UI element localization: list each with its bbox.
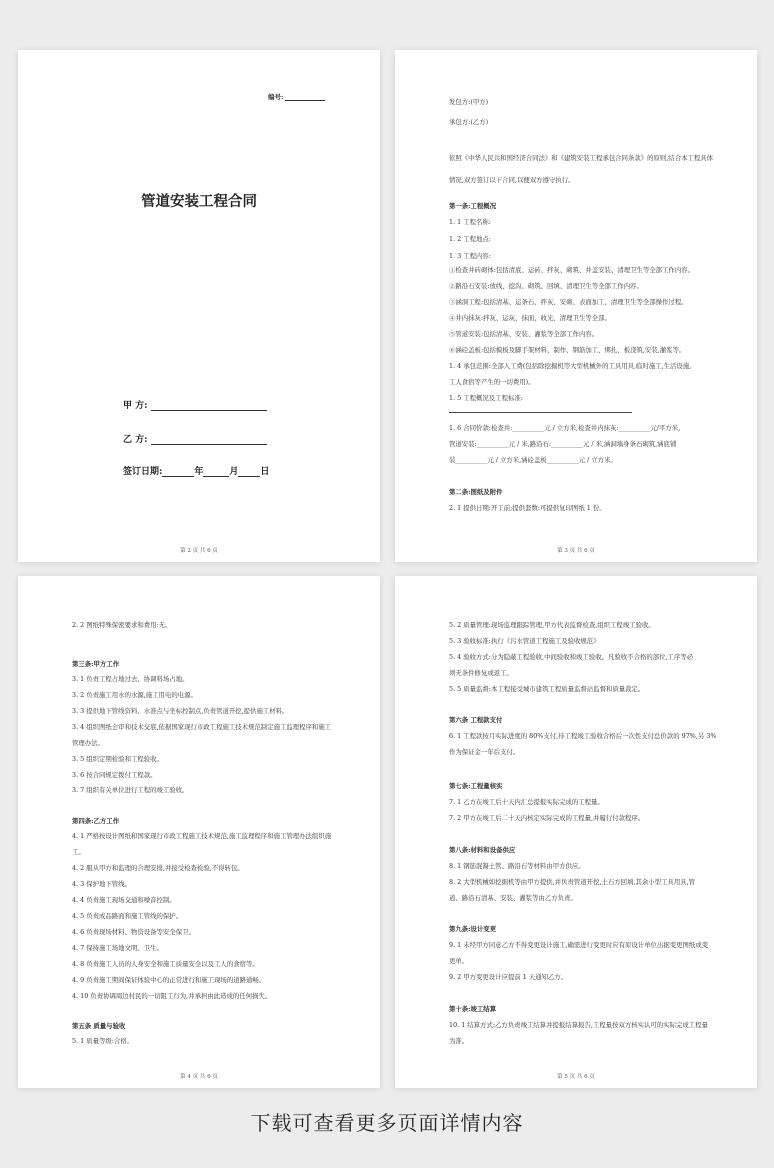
section-heading: 第三条:甲方工作 bbox=[72, 660, 120, 668]
day-blank bbox=[238, 467, 260, 477]
section-heading: 第九条:设计变更 bbox=[449, 925, 497, 933]
month-label: 月 bbox=[229, 467, 239, 477]
standard-blank-line bbox=[449, 412, 632, 413]
text-line: 4. 9 负责施工期间保证体验中心的正常进行和施工现场的道路通畅。 bbox=[72, 976, 266, 984]
text-line: ⑥涵砼盖板:包括模板及脚手架材料、制作、钢筋加工、绑扎、板浇筑,安装,灌浆等。 bbox=[449, 346, 686, 354]
text-line: 情况,双方签订以下合同,以便双方遵守执行。 bbox=[449, 176, 575, 184]
text-line: ①检查井砖砌体:包括清底、运砖、拌灰、砌筑、井盖安装、清理卫生等全部工作内容。 bbox=[449, 266, 694, 274]
download-banner: 下载可查看更多页面详情内容 bbox=[250, 1111, 524, 1135]
text-line: 4. 7 保持施工场地文明、卫生。 bbox=[72, 944, 163, 952]
text-line: 4. 3 保护地下管线。 bbox=[72, 880, 131, 888]
text-line: 9. 1 未经甲方同意乙方不得变更设计施工,确需进行变更时应有原设计单位出据变更图纸或变 bbox=[449, 941, 709, 949]
contract-number bbox=[268, 92, 325, 101]
page-3 bbox=[18, 576, 380, 1088]
text-line: 5. 1 质量等级:合格。 bbox=[72, 1037, 134, 1045]
party-a-line bbox=[123, 398, 267, 411]
page-4 bbox=[395, 576, 757, 1088]
text-line: 须无条件修复或返工。 bbox=[449, 669, 513, 677]
text-line: 为准。 bbox=[449, 1037, 469, 1045]
text-line: 4. 1 严格按设计图纸和国家现行市政工程施工技术规范,施工监理程序和施工管理办法组织施 bbox=[72, 832, 332, 840]
section-heading: 第十条:竣工结算 bbox=[449, 1005, 497, 1013]
text-line: 装__________元 / 立方米,涵砼盖板__________元 / 立方米。 bbox=[449, 456, 617, 464]
sign-date-line bbox=[123, 464, 269, 477]
text-line: ④井内抹灰:拌灰、运灰、抹面、收光、清理卫生等全部。 bbox=[449, 314, 611, 322]
contract-number-blank bbox=[285, 93, 325, 101]
text-line: 1. 5 工程概况及工程标准: bbox=[449, 394, 523, 402]
text-line: 发包方:(甲方) bbox=[449, 98, 489, 106]
text-line: 8. 1 钢筋混凝土管、路沿石等材料由甲方供应。 bbox=[449, 862, 585, 870]
sign-date-label: 签订日期: bbox=[123, 467, 163, 477]
text-line: 5. 5 质量监督:本工程接受城市建筑工程质量监督站监督和质量裁定。 bbox=[449, 685, 645, 693]
text-line: 8. 2 大型机械如挖掘机等由甲方提供,并负责管道开挖,土石方回填,其余小型工具用具,管 bbox=[449, 878, 696, 886]
party-b-label: 乙 方: bbox=[123, 435, 148, 445]
text-line: 4. 8 负责施工人员的人身安全和施工质量安全以及工人的食宿等。 bbox=[72, 960, 259, 968]
text-line: 1. 2 工程地点: bbox=[449, 235, 491, 243]
text-line: 工。 bbox=[72, 848, 85, 856]
section-heading: 第二条:图纸及附件 bbox=[449, 488, 503, 496]
text-line: 4. 2 服从甲方和监理的合理安排,并接受检查检验,不得转包。 bbox=[72, 864, 244, 872]
text-line: 1. 4 承包范围:全部人工费(包括除挖掘机等大型机械外的工具用具,临时施工,生活设施, bbox=[449, 362, 692, 370]
text-line: 2. 2 图纸特殊保密要求和费用:无。 bbox=[72, 621, 172, 629]
section-heading: 第七条:工程量核实 bbox=[449, 782, 503, 790]
text-line: 1. 6 合同价款:检查井:__________元 / 立方米,检查井内抹灰:__________元/平方米, bbox=[449, 424, 681, 432]
section-heading: 第五条 质量与验收 bbox=[72, 1022, 126, 1030]
text-line: 3. 5 组织定期检验和工程验收。 bbox=[72, 755, 163, 763]
text-line: 5. 4 验收方式:分为隐蔽工程验收,中间验收和竣工验收。凡验收不合格的部位,工序等必 bbox=[449, 653, 694, 661]
text-line: 更单。 bbox=[449, 957, 469, 965]
text-line: 依照《中华人民共和国经济合同法》和《建筑安装工程承包合同条款》的原则,结合本工程具体 bbox=[449, 154, 714, 162]
text-line: 4. 6 负责现场材料、物资设备等安全保卫。 bbox=[72, 928, 195, 936]
text-line: 工人食宿等产生的一切费用)。 bbox=[449, 378, 535, 386]
text-line: 3. 7 组织有关单位进行工程的竣工验收。 bbox=[72, 786, 189, 794]
text-line: 3. 2 负责施工用水的水源,施工用电的电源。 bbox=[72, 691, 197, 699]
text-line: ②路沿石安装:放线、挖沟、砌筑、回填、清理卫生等全部工作内容。 bbox=[449, 282, 643, 290]
text-line: 3. 6 按合同规定拨付工程款。 bbox=[72, 771, 157, 779]
text-line: 4. 10 负责协调周边村民的一切阻工行为,并承担由此造成的任何损失。 bbox=[72, 992, 272, 1000]
party-a-label: 甲 方: bbox=[123, 401, 148, 411]
text-line: 6. 1 工程款按月实际进度的 80%支付,待工程竣工验收合格后一次性支付总价款的 97%,另 3% bbox=[449, 732, 717, 740]
section-heading: 第一条:工程概况 bbox=[449, 202, 497, 210]
page-footer: 第 5 页 共 6 页 bbox=[557, 1074, 595, 1080]
day-label: 日 bbox=[260, 467, 270, 477]
month-blank bbox=[203, 467, 229, 477]
page-cover bbox=[18, 50, 380, 562]
text-line: 3. 3 提供地下管线资料、水准点与坐标控制点,负责管道开挖,提供施工材料。 bbox=[72, 707, 289, 715]
text-line: 3. 1 负责工程占地过去、协调料场占地。 bbox=[72, 675, 189, 683]
text-line: 7. 2 甲方在竣工后二十天内核定实际完成的工程量,并履行付款程序。 bbox=[449, 814, 645, 822]
text-line: 管理办法。 bbox=[72, 739, 104, 747]
party-b-line bbox=[123, 432, 267, 445]
page-footer: 第 2 页 共 6 页 bbox=[180, 548, 218, 554]
document-title: 管道安装工程合同 bbox=[141, 193, 257, 210]
section-heading: 第六条 工程款支付 bbox=[449, 716, 503, 724]
text-line: 4. 4 负责施工现场交通和噪音控制。 bbox=[72, 896, 176, 904]
text-line: 5. 2 质量管理:现场监理跟踪管理,甲方代表监督检查,组织工程竣工验收。 bbox=[449, 621, 655, 629]
party-b-blank bbox=[151, 435, 267, 445]
text-line: ③涵洞工程:包括清基、运条石、拌灰、安砌、表面加工、清理卫生等全部操作过程。 bbox=[449, 298, 688, 306]
year-label: 年 bbox=[194, 467, 204, 477]
page-2 bbox=[395, 50, 757, 562]
text-line: 承包方:(乙方) bbox=[449, 118, 489, 126]
text-line: 管道安装:__________元 / 米,路沿石:__________元 / 米,涵洞墙身条石砌筑,涵底铺 bbox=[449, 440, 677, 448]
page-footer: 第 4 页 共 6 页 bbox=[180, 1074, 218, 1080]
text-line: 4. 5 负责成品路面和施工管线的保护。 bbox=[72, 912, 183, 920]
text-line: ⑤管道安装:包括清基、安装、灌浆等全部工作内容。 bbox=[449, 330, 599, 338]
text-line: 9. 2 甲方变更设计应提前 1 天通知乙方。 bbox=[449, 973, 568, 981]
text-line: 10. 1 结算方式:乙方负责竣工结算并提报结算报告,工程量按双方核实认可的实际完成工程量 bbox=[449, 1021, 708, 1029]
text-line: 3. 4 组织图纸会审和技术交底,依据国家现行市政工程施工技术规范制定施工监理程序和施工 bbox=[72, 723, 332, 731]
text-line: 1. 1 工程名称: bbox=[449, 218, 491, 226]
party-a-blank bbox=[151, 401, 267, 411]
contract-number-label: 编号: bbox=[268, 93, 284, 101]
text-line: 2. 1 提供日期:开工前;提供套数:可提供复印图纸 1 份。 bbox=[449, 504, 606, 512]
text-line: 5. 3 验收标准:执行《污水管道工程施工及验收规范》 bbox=[449, 637, 600, 645]
section-heading: 第八条:材料和设备供应 bbox=[449, 846, 516, 854]
text-line: 7. 1 乙方在竣工后十天内汇总提报实际完成的工程量。 bbox=[449, 798, 604, 806]
text-line: 道、路沿石清基、安装、灌浆等由乙方负责。 bbox=[449, 894, 577, 902]
text-line: 作为保证金一年后支付。 bbox=[449, 748, 520, 756]
page-footer: 第 3 页 共 6 页 bbox=[557, 548, 595, 554]
text-line: 1. 3 工程内容: bbox=[449, 252, 491, 260]
year-blank bbox=[162, 467, 194, 477]
section-heading: 第四条:乙方工作 bbox=[72, 817, 120, 825]
